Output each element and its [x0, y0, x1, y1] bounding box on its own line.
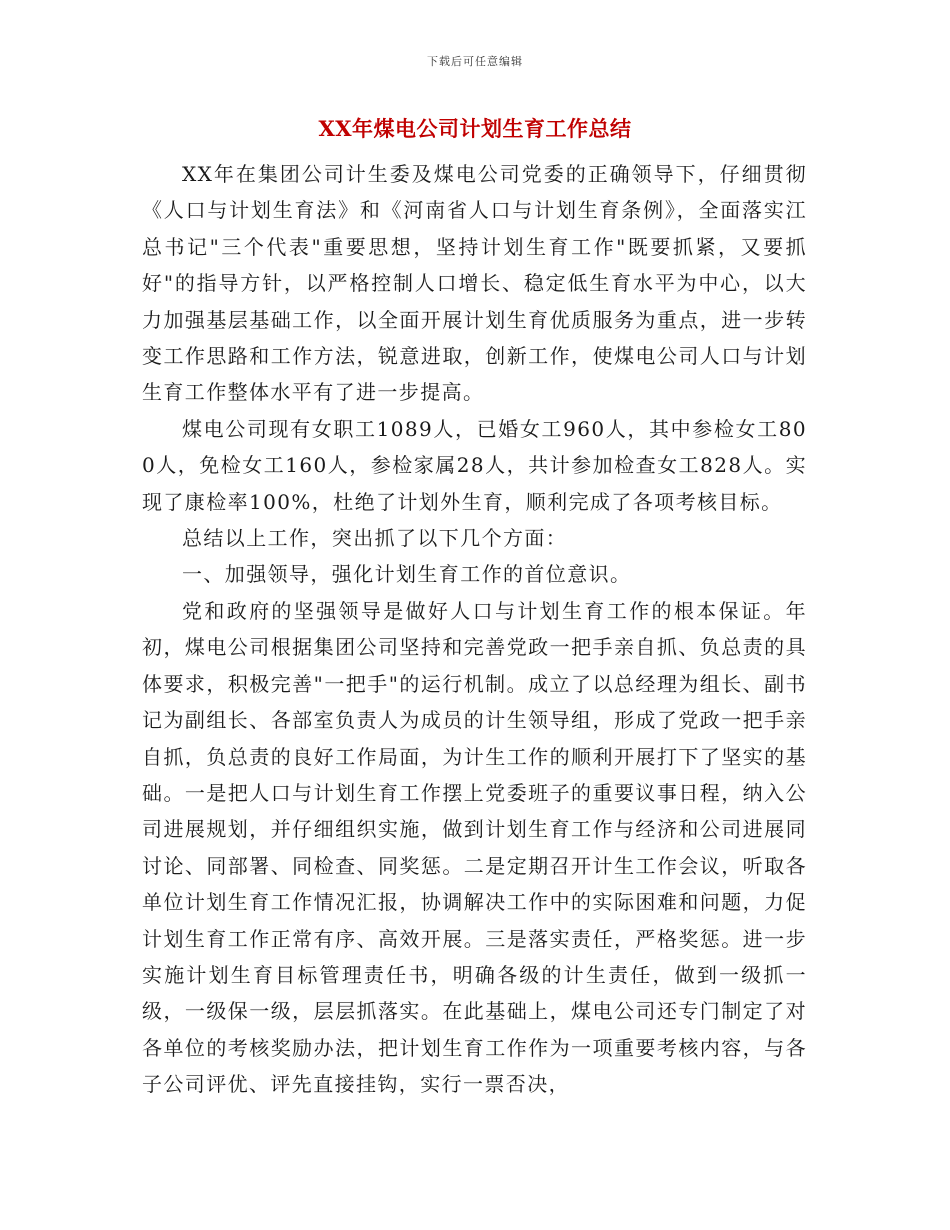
document-body — [142, 156, 807, 1103]
paragraph-statistics: 煤电公司现有女职工1089人，已婚女工960人，其中参检女工800人，免检女工160人，参检家属28人，共计参加检查女工828人。实现了康检率100%，杜绝了计划外生育，顺利完成了各项考核目标。 — [142, 416, 807, 514]
paragraph-summary-lead: 总结以上工作，突出抓了以下几个方面： — [182, 526, 568, 551]
section-heading-1: 一、加强领导，强化计划生育工作的首位意识。 — [182, 562, 632, 587]
paragraph-intro: XX年在集团公司计生委及煤电公司党委的正确领导下，仔细贯彻《人口与计划生育法》和《河南省人口与计划生育条例》，全面落实江总书记"三个代表"重要思想，坚持计划生育工作"既要抓紧，又要抓好"的指导方针，以严格控制人口增长、稳定低生育水平为中心，以大力加强基层基础工作，以全面开展计划生育优质服务为重点，进一步转变工作思路和工作方法，锐意进取，创新工作，使煤电公司人口与计划生育工作整体水平有了进一步提高。 — [142, 162, 807, 405]
header-note: 下载后可任意编辑 — [427, 55, 523, 68]
paragraph-leadership: 党和政府的坚强领导是做好人口与计划生育工作的根本保证。年初，煤电公司根据集团公司坚持和完善党政一把手亲自抓、负总责的具体要求，积极完善"一把手"的运行机制。成立了以总经理为组长、副书记为副组长、各部室负责人为成员的计生领导组，形成了党政一把手亲自抓，负总责的良好工作局面，为计生工作的顺利开展打下了坚实的基础。一是把人口与计划生育工作摆上党委班子的重要议事日程，纳入公司进展规划，并仔细组织实施，做到计划生育工作与经济和公司进展同讨论、同部署、同检查、同奖惩。二是定期召开计生工作会议，听取各单位计划生育工作情况汇报，协调解决工作中的实际困难和问题，力促计划生育工作正常有序、高效开展。三是落实责任，严格奖惩。进一步实施计划生育目标管理责任书，明确各级的计生责任，做到一级抓一级，一级保一级，层层抓落实。在此基础上，煤电公司还专门制定了对各单位的考核奖励办法，把计划生育工作作为一项重要考核内容，与各子公司评优、评先直接挂钩，实行一票否决， — [142, 598, 807, 1097]
document-title: XX年煤电公司计划生育工作总结 — [318, 116, 632, 141]
